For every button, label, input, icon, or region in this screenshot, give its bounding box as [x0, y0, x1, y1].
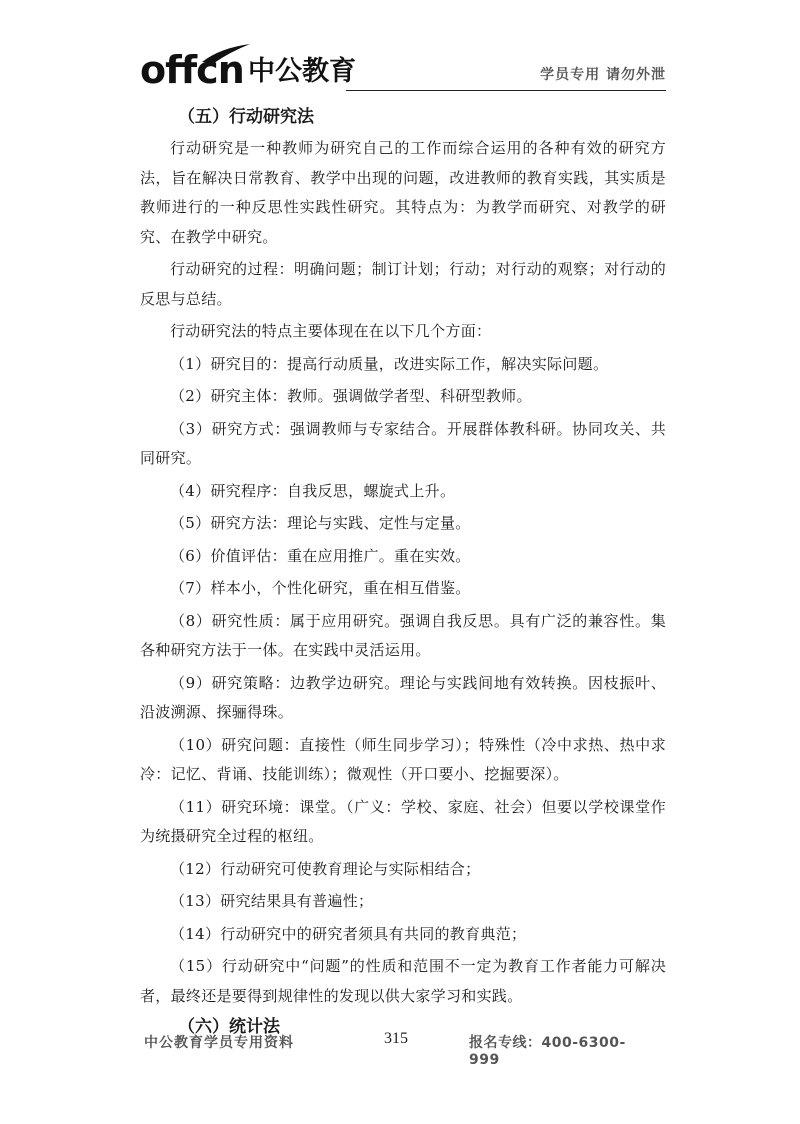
paragraph-features-lead: 行动研究法的特点主要体现在在以下几个方面： [170, 322, 492, 340]
list-item-5: （5）研究方法：理论与实践、定性与定量。 [170, 514, 471, 532]
list-item-9: （9）研究策略：边教学边研究。理论与实践间地有效转换。因枝振叶、沿波溯源、探骊得珠。 [140, 673, 666, 721]
list-item-3: （3）研究方式：强调教师与专家结合。开展群体教科研。协同攻关、共同研究。 [140, 419, 666, 467]
paragraph-process: 行动研究的过程：明确问题；制订计划；行动；对行动的观察；对行动的反思与总结。 [140, 260, 666, 308]
header-rule [346, 90, 666, 91]
list-item-7: （7）样本小，个性化研究，重在相互借鉴。 [170, 579, 471, 597]
logo-text-en: offcn [140, 48, 244, 92]
page-content [140, 104, 666, 1044]
footer-left-text: 中公教育学员专用资料 [144, 1035, 294, 1051]
section-heading-action-research: （五）行动研究法 [178, 107, 314, 127]
list-item-15: （15）行动研究中“问题”的性质和范围不一定为教育工作者能力可解决者，最终还是要得到规律性的发现以供大家学习和实践。 [140, 957, 666, 1005]
list-item-11: （11）研究环境：课堂。（广义：学校、家庭、社会）但要以学校课堂作为统摄研究全过程的枢纽。 [140, 797, 666, 845]
header-note: 学员专用 请勿外泄 [540, 67, 666, 83]
list-item-1: （1）研究目的：提高行动质量，改进实际工作，解决实际问题。 [170, 354, 609, 373]
list-item-8: （8）研究性质：属于应用研究。强调自我反思。具有广泛的兼容性。集各种研究方法于一体。在实践中灵活运用。 [140, 611, 666, 659]
list-item-14: （14）行动研究中的研究者须具有共同的教育典范； [170, 924, 527, 943]
list-item-13: （13）研究结果具有普遍性； [170, 892, 374, 910]
logo-text-cn: 中公教育 [248, 56, 356, 87]
list-item-6: （6）价值评估：重在应用推广。重在实效。 [170, 546, 471, 565]
list-item-12: （12）行动研究可使教育理论与实际相结合； [170, 859, 481, 878]
footer-hotline: 报名专线：400-6300-999 [469, 1035, 626, 1068]
list-item-4: （4）研究程序：自我反思，螺旋式上升。 [170, 481, 456, 500]
page-header [140, 42, 666, 92]
list-item-10: （10）研究问题：直接性（师生同步学习）；特殊性（冷中求热、热中求冷：记忆、背诵、技能训练）；微观性（开口要小、挖掘要深）。 [140, 735, 666, 783]
page-footer [144, 1030, 644, 1068]
section-heading-statistics: （六）统计法 [178, 1017, 280, 1037]
page-number: 315 [384, 1030, 408, 1047]
paragraph-intro: 行动研究是一种教师为研究自己的工作而综合运用的各种有效的研究方法，旨在解决日常教育、教学中出现的问题，改进教师的教育实践，其实质是教师进行的一种反思性实践性研究。其特点为：为教学而研究、对教学的研究、在教学中研究。 [140, 139, 666, 246]
list-item-2: （2）研究主体：教师。强调做学者型、科研型教师。 [170, 387, 532, 405]
